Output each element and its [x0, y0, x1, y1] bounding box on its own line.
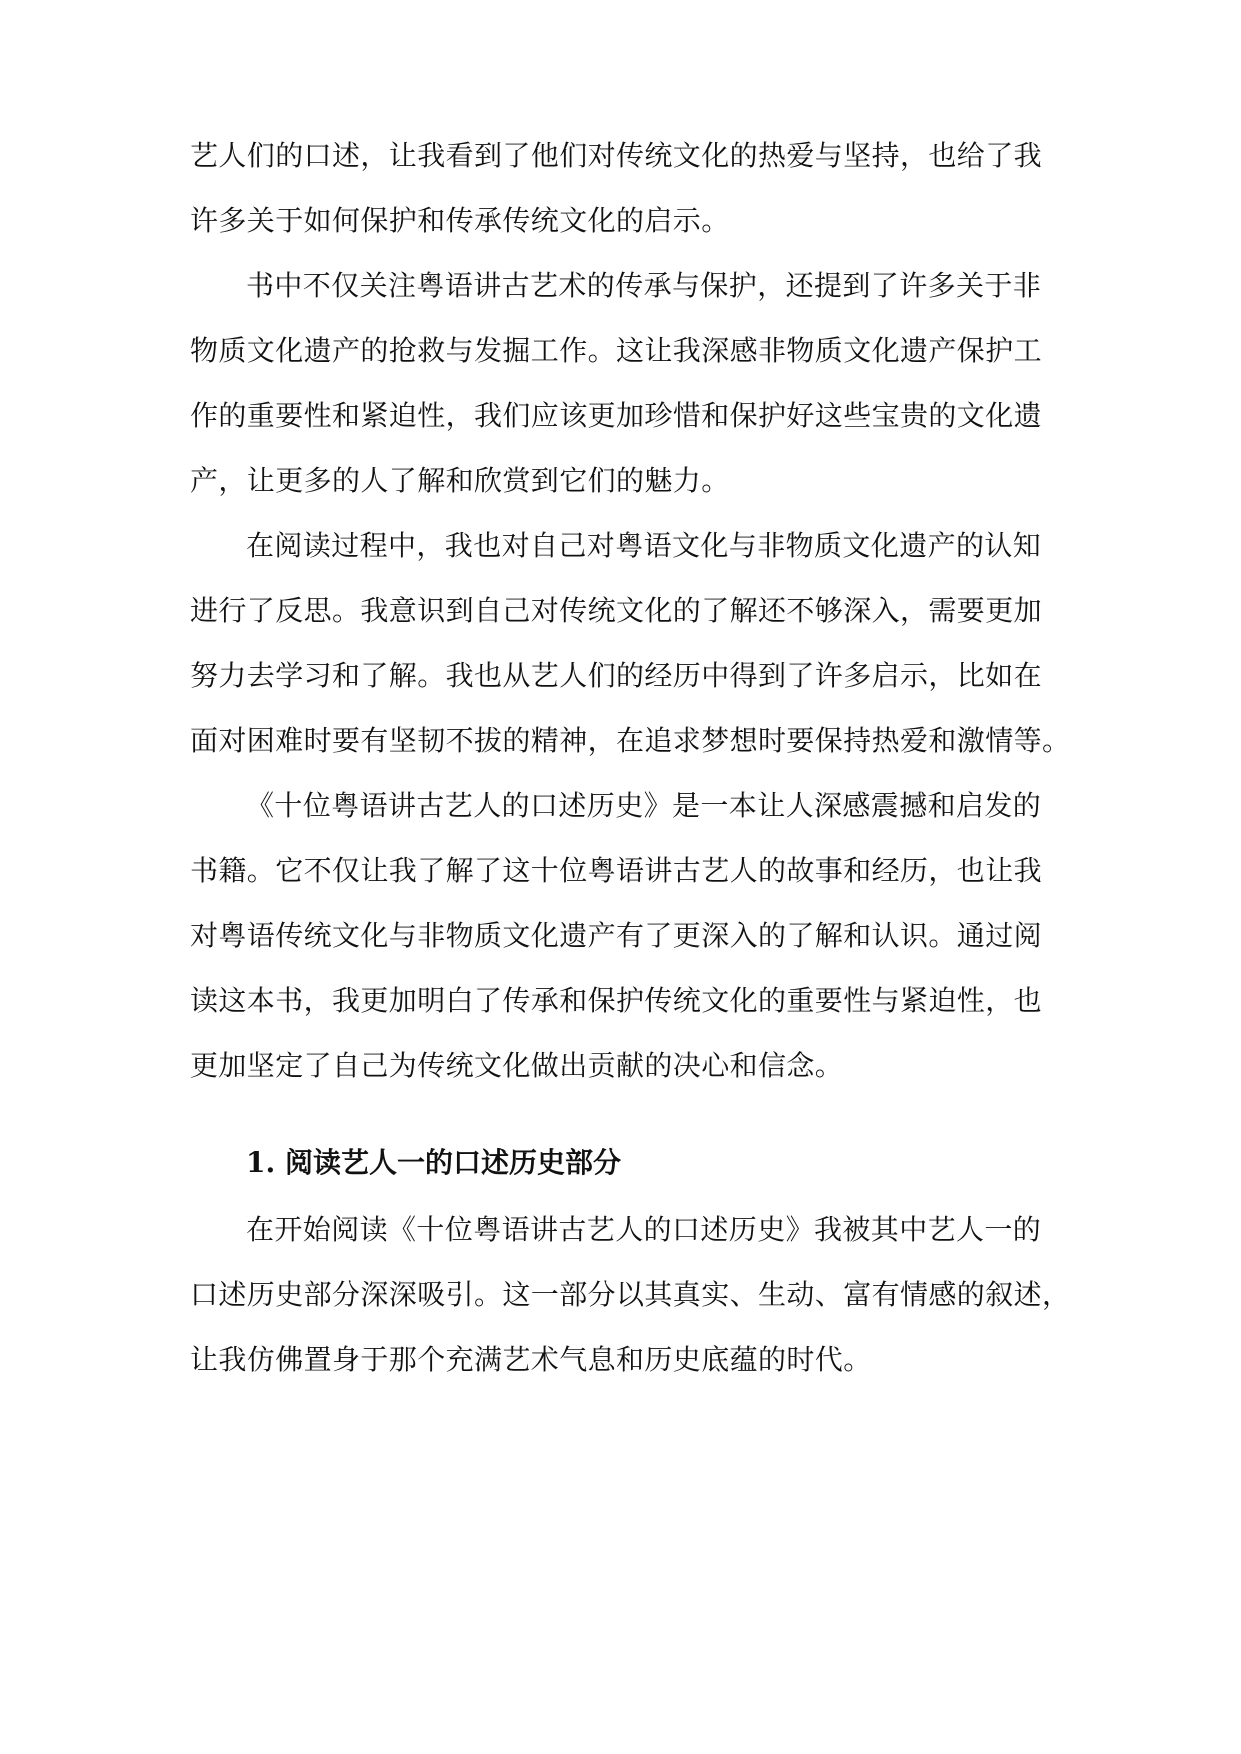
paragraph-3-line-1: 在阅读过程中，我也对自己对粤语文化与非物质文化遗产的认知 — [246, 529, 1042, 562]
paragraph-4-line-4: 读这本书，我更加明白了传承和保护传统文化的重要性与紧迫性，也 — [190, 984, 1043, 1017]
paragraph-2-line-4: 产，让更多的人了解和欣赏到它们的魅力。 — [190, 464, 730, 497]
paragraph-3-line-2: 进行了反思。我意识到自己对传统文化的了解还不够深入，需要更加 — [190, 594, 1043, 627]
paragraph-4-line-2: 书籍。它不仅让我了解了这十位粤语讲古艺人的故事和经历，也让我 — [190, 854, 1043, 887]
paragraph-2-line-1: 书中不仅关注粤语讲古艺术的传承与保护，还提到了许多关于非 — [246, 269, 1042, 302]
paragraph-4-line-1: 《十位粤语讲古艺人的口述历史》是一本让人深感震撼和启发的 — [246, 789, 1042, 822]
paragraph-3-line-4: 面对困难时要有坚韧不拔的精神，在追求梦想时要保持热爱和激情等。 — [190, 724, 1071, 757]
paragraph-2-line-3: 作的重要性和紧迫性，我们应该更加珍惜和保护好这些宝贵的文化遗 — [190, 399, 1043, 432]
section-paragraph-line-1: 在开始阅读《十位粤语讲古艺人的口述历史》我被其中艺人一的 — [246, 1213, 1042, 1246]
section-heading: 1. 阅读艺人一的口述历史部分 — [246, 1146, 621, 1179]
paragraph-4-line-5: 更加坚定了自己为传统文化做出贡献的决心和信念。 — [190, 1049, 844, 1082]
paragraph-4-line-3: 对粤语传统文化与非物质文化遗产有了更深入的了解和认识。通过阅 — [190, 919, 1043, 952]
paragraph-1-line-2: 许多关于如何保护和传承传统文化的启示。 — [190, 204, 730, 237]
section-paragraph-line-3: 让我仿佛置身于那个充满艺术气息和历史底蕴的时代。 — [190, 1343, 872, 1376]
section-paragraph-line-2: 口述历史部分深深吸引。这一部分以其真实、生动、富有情感的叙述， — [190, 1278, 1071, 1311]
paragraph-1-line-1: 艺人们的口述，让我看到了他们对传统文化的热爱与坚持，也给了我 — [190, 139, 1043, 172]
paragraph-2-line-2: 物质文化遗产的抢救与发掘工作。这让我深感非物质文化遗产保护工 — [190, 334, 1043, 367]
paragraph-3-line-3: 努力去学习和了解。我也从艺人们的经历中得到了许多启示，比如在 — [190, 659, 1043, 692]
